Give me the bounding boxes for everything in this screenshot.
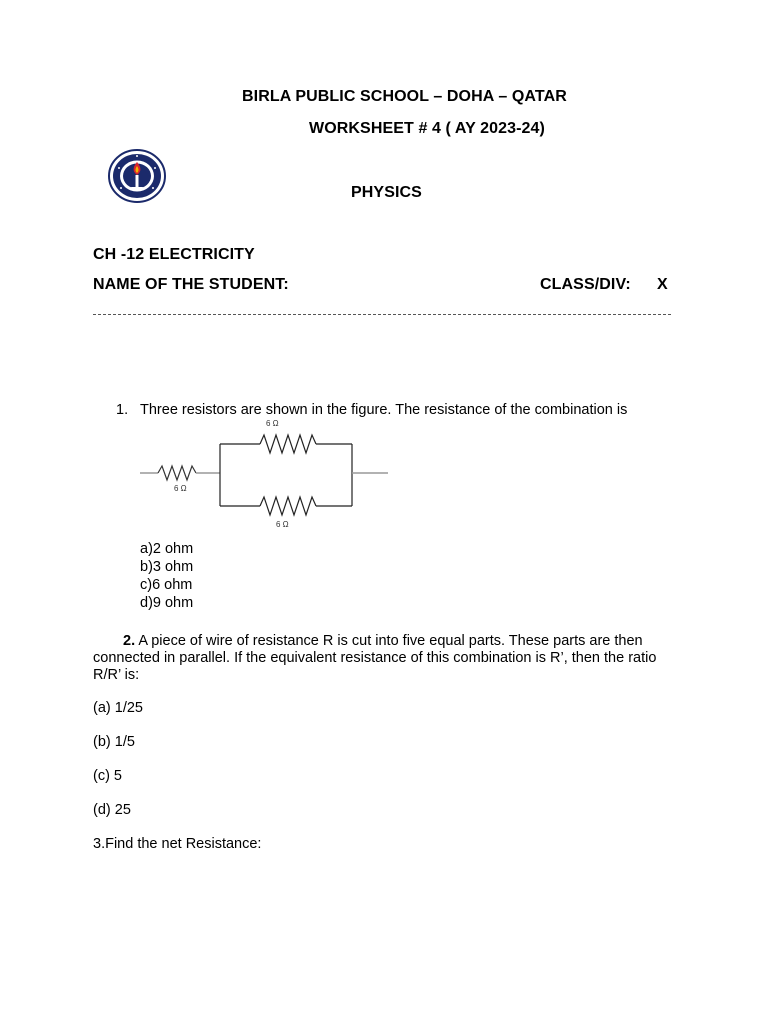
resistor-bottom-label: 6 Ω <box>276 520 289 529</box>
q3-text: 3.Find the net Resistance: <box>93 836 262 852</box>
q1-text: Three resistors are shown in the figure. The resistance of the combination is <box>140 402 628 418</box>
school-logo <box>107 148 167 204</box>
resistor-left-label: 6 Ω <box>174 484 187 493</box>
q1-option-a: a)2 ohm <box>140 541 194 557</box>
q1-number: 1. <box>116 402 129 418</box>
q2-option-c: (c) 5 <box>93 768 122 784</box>
chapter-title: CH -12 ELECTRICITY <box>93 246 255 263</box>
student-name-label: NAME OF THE STUDENT: <box>93 276 289 293</box>
q1-option-b: b)3 ohm <box>140 559 194 575</box>
q1-option-d: d)9 ohm <box>140 595 194 611</box>
q1-option-c: c)6 ohm <box>140 577 193 593</box>
separator-line <box>93 314 671 315</box>
class-value: X <box>657 276 668 293</box>
q2-option-d: (d) 25 <box>93 802 131 818</box>
resistor-top-label: 6 Ω <box>266 419 279 428</box>
q2-paragraph <box>93 633 678 684</box>
school-name: BIRLA PUBLIC SCHOOL – DOHA – QATAR <box>242 88 567 105</box>
q2-option-b: (b) 1/5 <box>93 734 135 750</box>
q2-option-a: (a) 1/25 <box>93 700 143 716</box>
q2-number: 2. <box>123 633 136 649</box>
class-div-label: CLASS/DIV: <box>540 276 631 293</box>
worksheet-title: WORKSHEET # 4 ( AY 2023-24) <box>309 120 545 137</box>
resistor-circuit-diagram <box>138 414 390 532</box>
subject-title: PHYSICS <box>351 184 422 201</box>
q2-text: A piece of wire of resistance R is cut into five equal parts. These parts are then connected in parallel. If the equivalent resistance of this combination is R’, then the ratio R/R’ is: <box>93 633 657 683</box>
